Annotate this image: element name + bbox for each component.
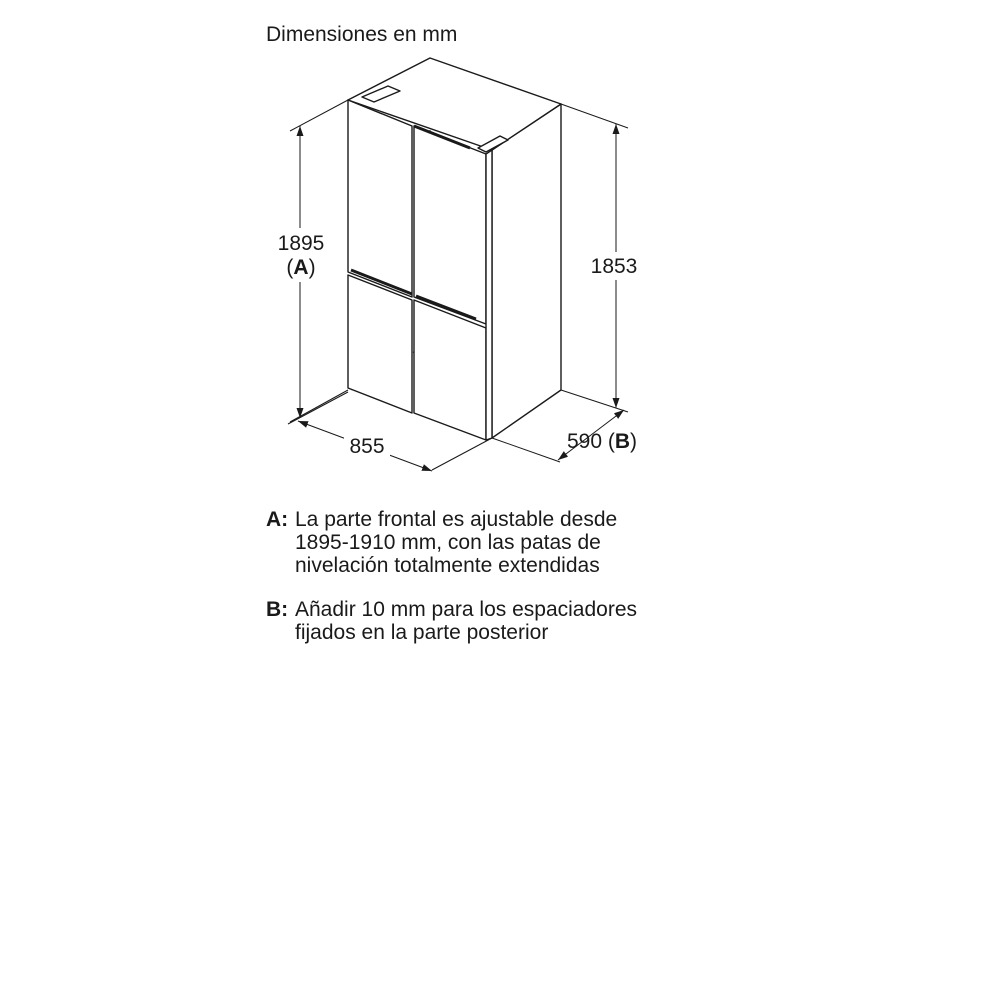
note-key: B: <box>266 598 289 621</box>
notes-list <box>266 508 706 665</box>
note-text: La parte frontal es ajustable desde 1895-1910 mm, con las patas de nivelación totalmente extendidas <box>295 508 618 577</box>
height-body-value: 1853 <box>590 255 638 278</box>
note-b <box>266 598 706 644</box>
page-title: Dimensiones en mm <box>266 23 458 46</box>
depth-ref-letter: B <box>614 430 631 453</box>
cabinet-side <box>492 104 561 438</box>
door-edge <box>486 150 492 440</box>
note-text: Añadir 10 mm para los espaciadores fijados en la parte posterior <box>295 598 638 644</box>
depth-label: 590 (B) <box>567 430 638 453</box>
note-a <box>266 508 706 577</box>
depth-value: 590 <box>567 430 603 453</box>
height-total-ref-letter: A <box>293 256 309 279</box>
upper-left-door <box>348 100 412 297</box>
lower-left-door <box>348 275 412 413</box>
width-value: 855 <box>349 435 385 458</box>
upper-right-door <box>414 126 486 324</box>
lower-right-door <box>414 300 486 440</box>
height-total-value: 1895 <box>277 232 325 255</box>
height-total-ref: (A) <box>286 256 316 279</box>
note-key: A: <box>266 508 289 531</box>
